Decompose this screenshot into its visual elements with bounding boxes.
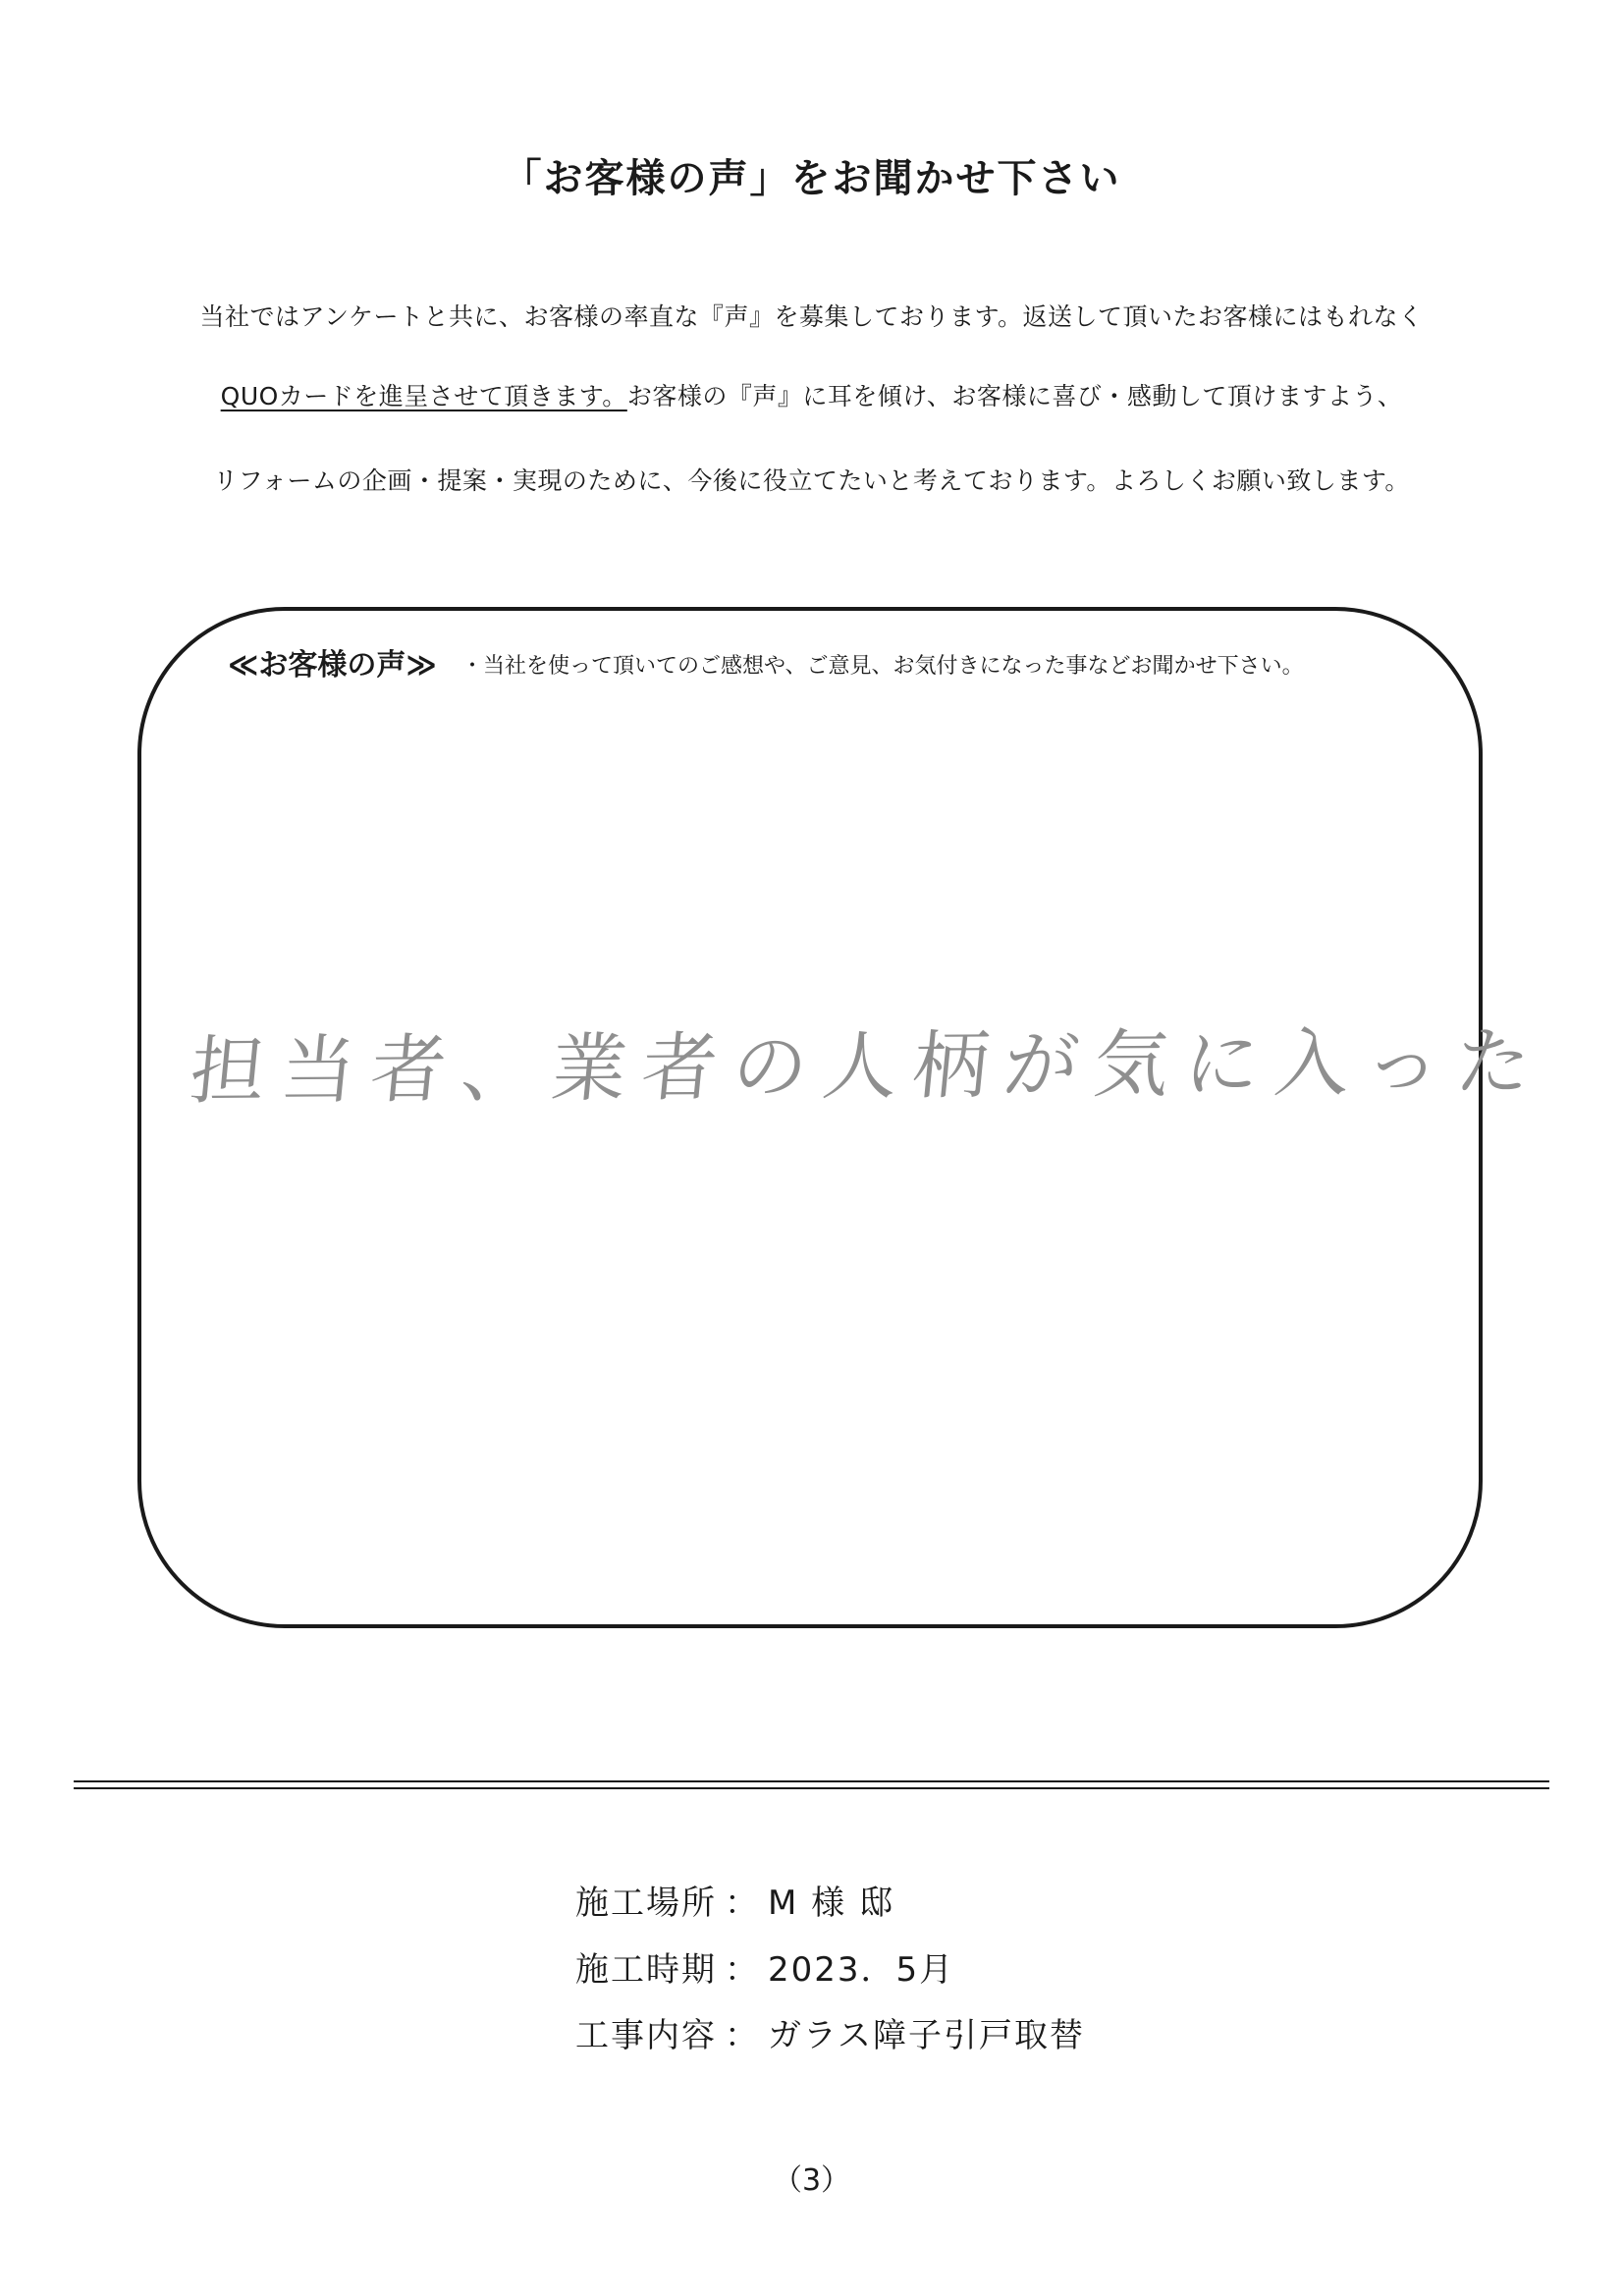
- detail-separator: ：: [725, 1884, 760, 1923]
- page-title: 「お客様の声」をお聞かせ下さい: [502, 156, 1121, 201]
- customer-voice-prompt: ・当社を使って頂いてのご感想や、ご意見、お気付きになった事などお聞かせ下さい。: [461, 649, 1304, 680]
- detail-label: 工事内容: [575, 2016, 717, 2055]
- intro-line-1: 当社ではアンケートと共に、お客様の率直な『声』を募集しております。返送して頂いたお客様にはもれなく: [199, 302, 1424, 331]
- detail-work-content: [575, 2008, 1085, 2056]
- divider-line-top: [74, 1780, 1549, 1782]
- detail-separator: ：: [725, 1950, 760, 1990]
- divider-line-bottom: [74, 1787, 1549, 1789]
- detail-label: 施工時期: [575, 1950, 717, 1990]
- customer-voice-label: ≪お客様の声≫: [228, 640, 441, 683]
- detail-label: 施工場所: [575, 1884, 717, 1923]
- customer-voice-box: [137, 607, 1483, 1628]
- detail-value: ガラス障子引戸取替: [768, 2016, 1085, 2055]
- detail-construction-site: [575, 1876, 894, 1924]
- detail-value: M 様 邸: [768, 1884, 894, 1923]
- page-number: （3）: [772, 2163, 851, 2198]
- quo-card-notice: QUOカードを進呈させて頂きます。: [220, 382, 627, 410]
- intro-line-2-text: お客様の『声』に耳を傾け、お客様に喜び・感動して頂けますよう、: [626, 382, 1403, 410]
- intro-line-2: [0, 377, 1623, 412]
- detail-value: 2023．5月: [768, 1950, 955, 1990]
- handwritten-response: 担当者、業者の人柄が気に入った: [186, 1017, 1551, 1115]
- detail-separator: ：: [725, 2016, 760, 2055]
- intro-line-3: リフォームの企画・提案・実現のために、今後に役立てたいと考えております。よろしくお願い致します。: [213, 466, 1410, 495]
- detail-construction-period: [575, 1942, 954, 1991]
